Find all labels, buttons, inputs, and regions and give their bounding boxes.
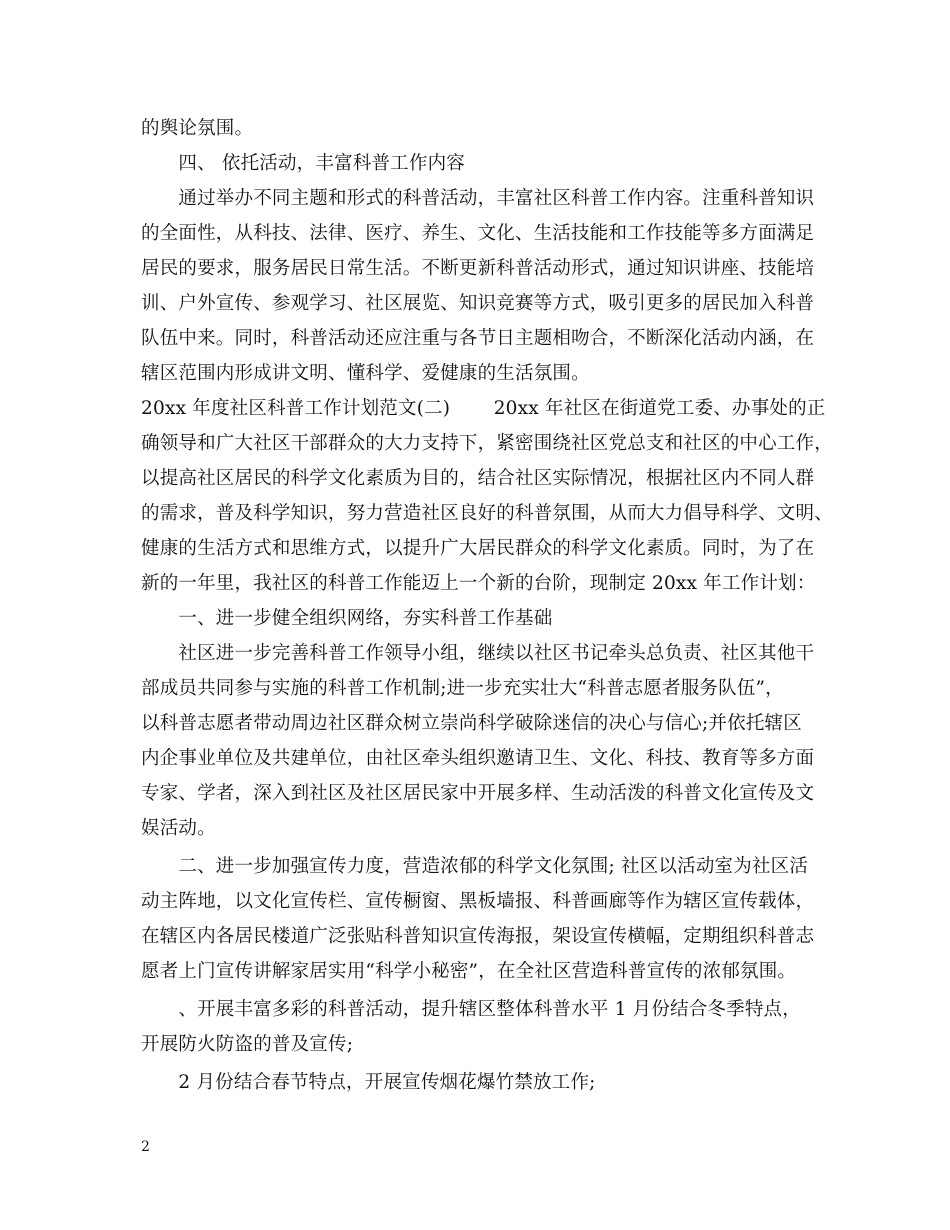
text-line: 二、进一步加强宣传力度，营造浓郁的科学文化氛围; 社区以活动室为社区活 bbox=[141, 856, 809, 877]
text-line: 通过举办不同主题和形式的科普活动，丰富社区科普工作内容。注重科普知识 bbox=[141, 188, 815, 209]
text-line: 、开展丰富多彩的科普活动，提升辖区整体科普水平 1 月份结合冬季特点， bbox=[141, 999, 801, 1020]
section-heading: 一、进一步健全组织网络，夯实科普工作基础 bbox=[141, 608, 553, 629]
text-line: 的需求，普及科学知识，努力营造社区良好的科普氛围，从而大力倡导科学、文明、 bbox=[141, 503, 833, 524]
text-line: 内企事业单位及共建单位，由社区牵头组织邀请卫生、文化、科技、教育等多方面 bbox=[141, 748, 815, 769]
text-line: 以科普志愿者带动周边社区群众树立崇尚科学破除迷信的决心与信心;并依托辖区 bbox=[141, 713, 802, 734]
text-line: 20xx 年度社区科普工作计划范文(二) 20xx 年社区在街道党工委、办事处的正 bbox=[141, 398, 826, 419]
text-line: 的舆论氛围。 bbox=[141, 118, 254, 139]
text-line: 2 月份结合春节特点，开展宣传烟花爆竹禁放工作; bbox=[141, 1072, 596, 1093]
text-line: 愿者上门宣传讲解家居实用“科学小秘密”，在全社区营造科普宣传的浓郁氛围。 bbox=[141, 961, 797, 982]
page-number: 2 bbox=[141, 1139, 150, 1155]
text-line: 居民的要求，服务居民日常生活。不断更新科普活动形式，通过知识讲座、技能培 bbox=[141, 258, 815, 279]
text-line: 健康的生活方式和思维方式，以提升广大居民群众的科学文化素质。同时，为了在 bbox=[141, 538, 815, 559]
text-line: 专家、学者，深入到社区及社区居民家中开展多样、生动活泼的科普文化宣传及文 bbox=[141, 783, 815, 804]
text-line: 部成员共同参与实施的科普工作机制;进一步充实壮大“科普志愿者服务队伍”， bbox=[141, 678, 784, 699]
text-line: 队伍中来。同时，科普活动还应注重与各节日主题相吻合，不断深化活动内涵，在 bbox=[141, 328, 815, 349]
text-line: 开展防火防盗的普及宣传; bbox=[141, 1034, 354, 1055]
text-line: 动主阵地，以文化宣传栏、宣传橱窗、黑板墙报、科普画廊等作为辖区宣传载体， bbox=[141, 891, 815, 912]
text-line: 新的一年里，我社区的科普工作能迈上一个新的台阶，现制定 20xx 年工作计划： bbox=[141, 573, 816, 594]
text-line: 社区进一步完善科普工作领导小组，继续以社区书记牵头总负责、社区其他干 bbox=[141, 643, 815, 664]
text-line: 在辖区内各居民楼道广泛张贴科普知识宣传海报，架设宣传横幅，定期组织科普志 bbox=[141, 926, 815, 947]
text-line: 辖区范围内形成讲文明、懂科学、爱健康的生活氛围。 bbox=[141, 363, 590, 384]
section-heading: 四、 依托活动，丰富科普工作内容 bbox=[141, 153, 465, 174]
text-line: 的全面性，从科技、法律、医疗、养生、文化、生活技能和工作技能等多方面满足 bbox=[141, 223, 815, 244]
text-line: 以提高社区居民的科学文化素质为目的，结合社区实际情况，根据社区内不同人群 bbox=[141, 468, 815, 489]
text-line: 训、户外宣传、参观学习、社区展览、知识竞赛等方式，吸引更多的居民加入科普 bbox=[141, 293, 815, 314]
text-line: 确领导和广大社区干部群众的大力支持下，紧密围绕社区党总支和社区的中心工作， bbox=[141, 433, 833, 454]
text-line: 娱活动。 bbox=[141, 818, 216, 839]
